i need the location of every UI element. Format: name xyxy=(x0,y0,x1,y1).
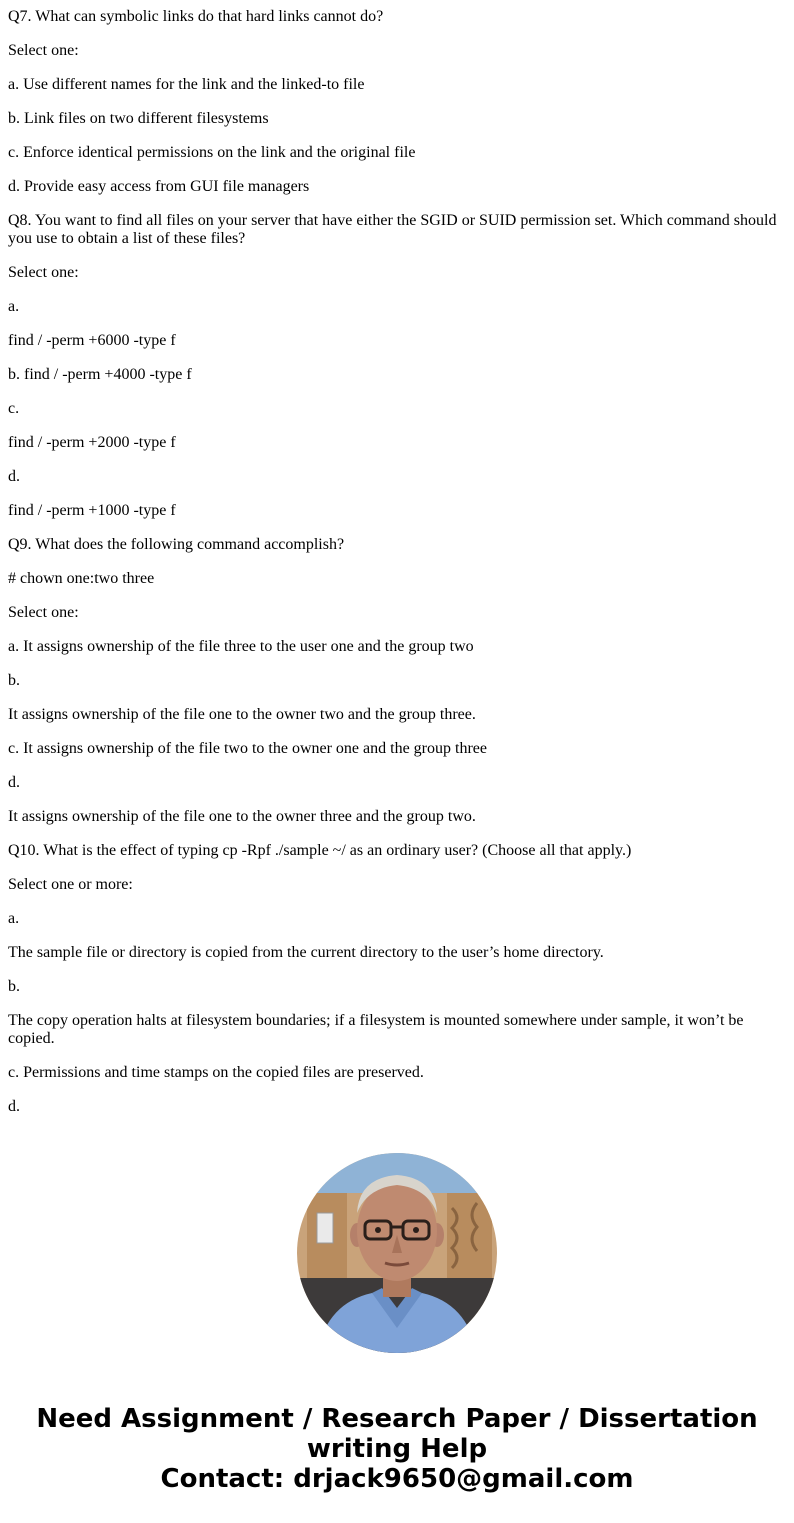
q8-option-b: b. find / -perm +4000 -type f xyxy=(8,366,192,383)
q10-option-d-label: d. xyxy=(8,1098,20,1115)
q9-option-d-label: d. xyxy=(8,774,20,791)
q8-option-a-text: find / -perm +6000 -type f xyxy=(8,332,176,349)
q9-option-d-text: It assigns ownership of the file one to the owner three and the group two. xyxy=(8,808,476,825)
question-content xyxy=(8,0,786,1116)
q10-option-c: c. Permissions and time stamps on the copied files are preserved. xyxy=(8,1064,424,1081)
q10-select-prompt: Select one or more: xyxy=(8,876,133,893)
q7-select-prompt: Select one: xyxy=(8,42,79,59)
promo-line-2: writing Help xyxy=(306,1434,488,1464)
q10-question: Q10. What is the effect of typing cp -Rpf ./sample ~/ as an ordinary user? (Choose all that apply.) xyxy=(8,842,632,859)
q8-option-d-label: d. xyxy=(8,468,20,485)
q9-option-b-text: It assigns ownership of the file one to the owner two and the group three. xyxy=(8,706,476,723)
q8-select-prompt: Select one: xyxy=(8,264,79,281)
author-photo xyxy=(297,1153,497,1353)
q10-option-b-label: b. xyxy=(8,978,20,995)
q9-command: # chown one:two three xyxy=(8,570,155,587)
q9-option-c: c. It assigns ownership of the file two to the owner one and the group three xyxy=(8,740,487,757)
q7-option-d: d. Provide easy access from GUI file managers xyxy=(8,178,310,195)
q7-option-c: c. Enforce identical permissions on the link and the original file xyxy=(8,144,416,161)
q9-select-prompt: Select one: xyxy=(8,604,79,621)
q7-question: Q7. What can symbolic links do that hard links cannot do? xyxy=(8,8,384,25)
q9-question: Q9. What does the following command accomplish? xyxy=(8,536,345,553)
promo-banner xyxy=(0,1404,794,1494)
q10-option-a-label: a. xyxy=(8,910,20,927)
promo-line-1: Need Assignment / Research Paper / Dissertation xyxy=(36,1404,758,1434)
q10-option-a-text: The sample file or directory is copied from the current directory to the user’s home directory. xyxy=(8,944,604,961)
promo-contact: Contact: drjack9650@gmail.com xyxy=(160,1464,634,1494)
q7-option-b: b. Link files on two different filesystems xyxy=(8,110,269,127)
q8-question: Q8. You want to find all files on your server that have either the SGID or SUID permission set. Which command should you use to obtain a list of these files? xyxy=(8,212,777,247)
q8-option-c-label: c. xyxy=(8,400,20,417)
q7-option-a: a. Use different names for the link and the linked-to file xyxy=(8,76,365,93)
author-photo-illustration xyxy=(297,1153,497,1353)
q9-option-b-label: b. xyxy=(8,672,20,689)
q8-option-d-text: find / -perm +1000 -type f xyxy=(8,502,176,519)
q8-option-c-text: find / -perm +2000 -type f xyxy=(8,434,176,451)
q8-option-a-label: a. xyxy=(8,298,20,315)
q10-option-b-text: The copy operation halts at filesystem boundaries; if a filesystem is mounted somewhere under sample, it won’t be copied. xyxy=(8,1012,744,1047)
q9-option-a: a. It assigns ownership of the file three to the user one and the group two xyxy=(8,638,474,655)
